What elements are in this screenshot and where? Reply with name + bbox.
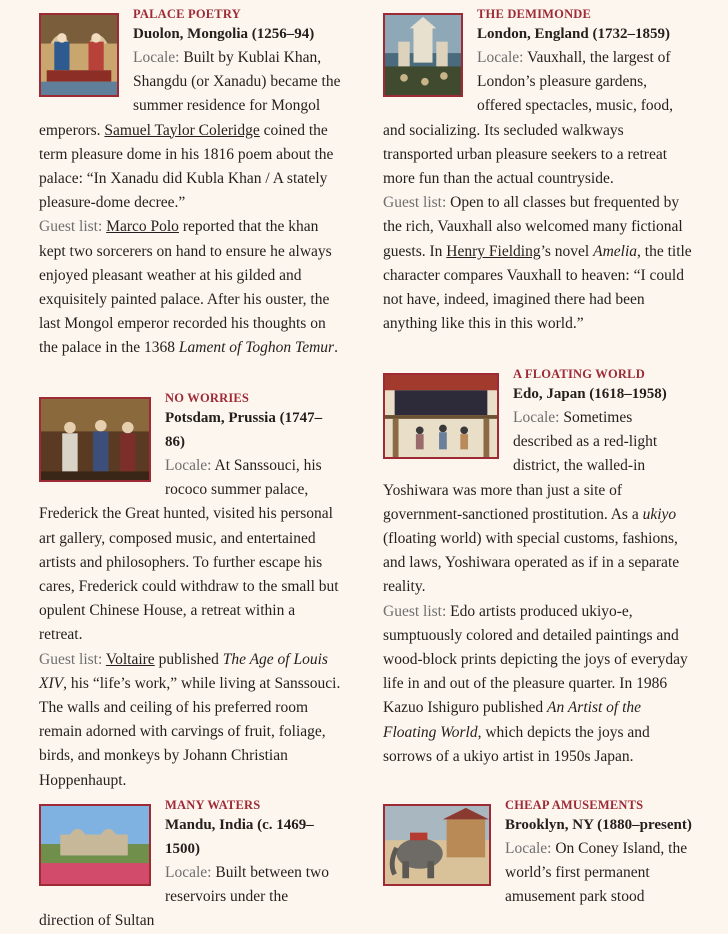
text-run: Open to all classes but frequented by the rich, Vauxhall also welcomed many fictional guests. In <box>383 194 683 260</box>
text-run: , his “life’s work,” while living at Sanssouci. The walls and ceiling of his preferred room remain adorned with carvings of fruit, foliage, birds, and monkeys by Johann Christian Hoppenhaupt. <box>39 674 341 789</box>
text-run: reported that the khan kept two sorcerers on hand to ensure he always enjoyed pleasant weather at his gilded and exquisitely painted palace. After his ouster, the last Mongol emperor recorded his thoughts on the palace in the 1368 <box>39 218 332 357</box>
coney-island-elephant-thumbnail <box>383 804 491 886</box>
entry-category: PALACE POETRY <box>133 7 241 21</box>
text-run: . <box>334 339 338 357</box>
entry-place: Edo, Japan (1618–1958) <box>513 386 667 402</box>
entry-category: MANY WATERS <box>165 798 261 812</box>
locale-label: Locale: <box>505 840 552 857</box>
entry-category: A FLOATING WORLD <box>513 367 645 381</box>
guest-list-text <box>383 603 688 765</box>
locale-text <box>39 457 339 643</box>
guest-list-paragraph <box>39 215 344 360</box>
entry-place: London, England (1732–1859) <box>477 26 670 42</box>
text-run: published <box>154 650 223 668</box>
guest-list-text <box>39 218 338 356</box>
italic-title: Lament of Toghon Temur <box>178 339 335 357</box>
locale-label: Locale: <box>477 49 524 66</box>
entry-category: NO WORRIES <box>165 391 250 405</box>
guest-list-label: Guest list: <box>39 650 103 668</box>
entry-many-waters <box>39 798 342 934</box>
locale-label: Locale: <box>513 409 560 426</box>
entry-palace-poetry <box>39 7 344 361</box>
entry-a-floating-world <box>383 367 693 769</box>
text-run: Edo artists produced ukiyo-e, sumptuously colored and detailed paintings and wood-block prints depicting the joys of everyday life in and out of the pleasure quarter. In 1986 Kazuo Ishiguro published <box>383 602 688 717</box>
text-run: Built by Kublai Khan, Shangdu (or Xanadu) became the summer residence for Mongol emperors. <box>39 49 341 139</box>
entry-place: Mandu, India (c. 1469–1500) <box>165 817 314 857</box>
text-run: Sometimes described as a red-light district, the walled-in Yoshiwara was more than just a site of government-sanctioned prostitution. As a <box>383 409 658 523</box>
entry-category: CHEAP AMUSEMENTS <box>505 798 644 812</box>
entry-no-worries <box>39 391 342 793</box>
person-link[interactable]: Marco Polo <box>106 218 179 236</box>
mandu-palace-thumbnail <box>39 804 151 886</box>
entry-the-demimonde <box>383 7 693 336</box>
guest-list-paragraph <box>383 600 693 769</box>
text-run: Vauxhall, the largest of London’s pleasure gardens, offered spectacles, music, food, and socializing. Its secluded walkways transported urban pleasure seekers to a retreat more fun than the actual countryside. <box>383 49 673 188</box>
person-link[interactable]: Henry Fielding <box>446 242 541 260</box>
guest-list-text <box>383 194 692 332</box>
entry-place: Potsdam, Prussia (1747–86) <box>165 410 323 450</box>
locale-paragraph <box>39 454 342 648</box>
text-run: (floating world) with special customs, fashions, and laws, Yoshiwara operated as if in a separate reality. <box>383 530 680 596</box>
italic-title: ukiyo <box>642 505 677 523</box>
guest-list-label: Guest list: <box>383 602 447 620</box>
person-link[interactable]: Voltaire <box>105 650 155 668</box>
guest-list-label: Guest list: <box>39 218 103 236</box>
guest-list-paragraph <box>39 648 342 793</box>
italic-title: Amelia <box>593 242 638 260</box>
text-run: ’s novel <box>540 242 594 260</box>
entry-place: Brooklyn, NY (1880–present) <box>505 817 692 833</box>
person-link[interactable]: Samuel Taylor Coleridge <box>104 121 260 139</box>
italic-title: An Artist of the Floating World <box>383 699 642 741</box>
locale-label: Locale: <box>165 864 212 881</box>
text-run: , which depicts the joys and sorrows of a ukiyo artist in 1950s Japan. <box>383 723 650 765</box>
guest-list-label: Guest list: <box>383 194 447 212</box>
guest-list-text <box>39 651 340 789</box>
entry-cheap-amusements <box>383 798 693 910</box>
text-run: On Coney Island, the world’s first permanent amusement park stood <box>505 840 688 906</box>
text-run: coined the term pleasure dome in his 1816 poem about the palace: “In Xanadu did Kubla Khan / A stately pleasure-dome decree.” <box>39 121 334 212</box>
kublai-khan-thumbnail <box>39 13 119 97</box>
locale-label: Locale: <box>133 49 180 66</box>
locale-label: Locale: <box>165 457 212 474</box>
italic-title: The Age of Louis XIV <box>39 650 328 692</box>
frederick-flute-concert-thumbnail <box>39 397 151 482</box>
entry-place: Duolon, Mongolia (1256–94) <box>133 26 315 42</box>
yoshiwara-print-thumbnail <box>383 373 499 459</box>
text-run: , the title character compares Vauxhall to heaven: “I could not have, indeed, imagined there had been anything like this in this world.” <box>383 242 692 333</box>
vauxhall-gardens-thumbnail <box>383 13 463 97</box>
text-run: Built between two reservoirs under the direction of Sultan <box>39 864 330 930</box>
guest-list-paragraph <box>383 191 693 336</box>
text-run: At Sanssouci, his rococo summer palace, Frederick the Great hunted, visited his personal art gallery, composed music, and entertained artists and philosophers. To further escape his cares, Frederick could withdraw to the small but opulent Chinese House, a retreat within a retreat. <box>39 457 339 644</box>
entry-category: THE DEMIMONDE <box>477 7 592 21</box>
